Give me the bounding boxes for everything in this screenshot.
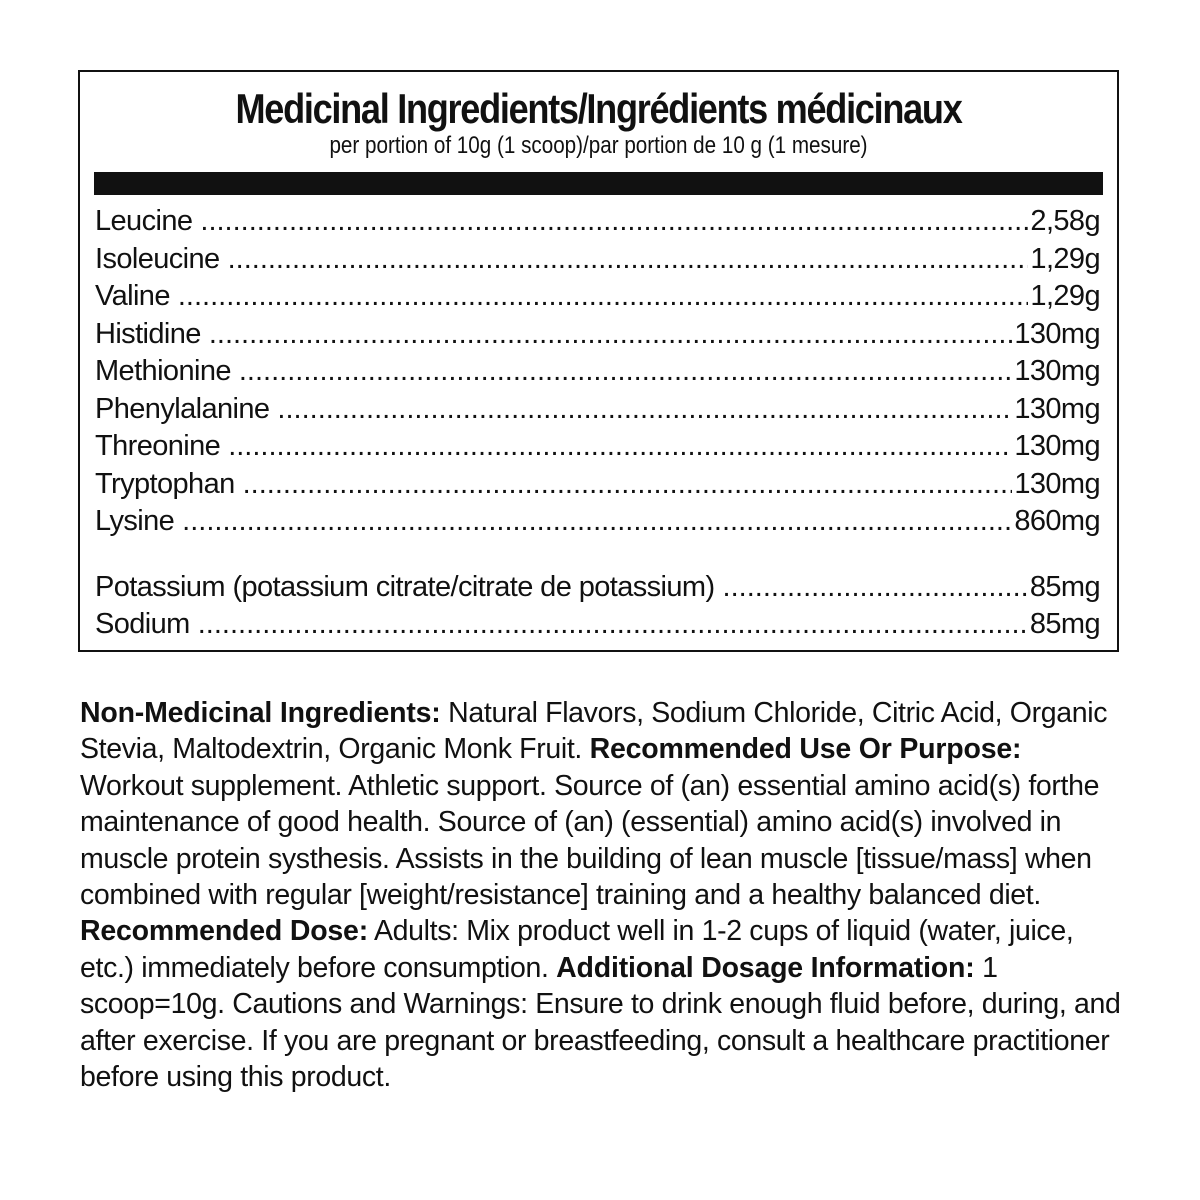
header-divider-bar: [94, 172, 1103, 195]
mineral-name: Potassium (potassium citrate/citrate de potassium): [95, 570, 715, 603]
ingredient-row-leucine: [95, 203, 1100, 241]
ingredient-name: Threonine: [95, 430, 221, 462]
ingredient-amount: 130mg: [1014, 430, 1100, 462]
medicinal-ingredients-panel: [78, 70, 1119, 652]
additional-dosage-label: Additional Dosage Information:: [556, 951, 975, 984]
mineral-row-sodium: [95, 606, 1100, 644]
ingredient-name: Isoleucine: [95, 242, 220, 275]
non-medicinal-text: Natural Flavors, Sodium Chloride, Citric Acid, Organic Stevia, Maltodextrin, Organic Monk Fruit.: [80, 697, 1108, 766]
ingredient-name: Leucine: [95, 205, 193, 237]
mineral-row-potassium: [95, 569, 1100, 607]
ingredient-row-histidine: [95, 316, 1100, 354]
dot-leader: [243, 466, 1013, 504]
mineral-amount: 85mg: [1029, 570, 1100, 603]
ingredient-row-isoleucine: [95, 241, 1100, 279]
dot-leader: [277, 391, 1012, 429]
ingredient-row-lysine: [95, 503, 1100, 541]
ingredient-amount: 1,29g: [1030, 280, 1100, 312]
dot-leader: [239, 353, 1012, 391]
ingredient-name: Phenylalanine: [95, 392, 270, 425]
ingredient-name: Tryptophan: [95, 467, 235, 500]
ingredient-row-phenylalanine: [95, 391, 1100, 429]
dot-leader: [723, 569, 1028, 607]
ingredient-amount: 130mg: [1014, 355, 1100, 387]
dot-leader: [209, 316, 1013, 354]
ingredient-amount: 860mg: [1014, 505, 1100, 537]
ingredient-amount: 130mg: [1014, 467, 1100, 500]
ingredient-row-tryptophan: [95, 466, 1100, 504]
mineral-amount: 85mg: [1029, 608, 1100, 640]
ingredient-name: Valine: [95, 280, 170, 312]
panel-title: Medicinal Ingredients/Ingrédients médicinaux: [235, 85, 962, 132]
ingredient-amount: 130mg: [1014, 317, 1100, 350]
ingredient-row-valine: [95, 278, 1100, 316]
dot-leader: [198, 606, 1028, 644]
ingredient-name: Methionine: [95, 355, 231, 387]
ingredient-row-threonine: [95, 428, 1100, 466]
recommended-use-label: Recommended Use Or Purpose:: [589, 733, 1022, 766]
dot-leader: [228, 241, 1029, 279]
dot-leader: [200, 203, 1028, 241]
additional-dosage-text: 1 scoop=10g. Cautions and Warnings: Ensure to drink enough fluid before, during, and after exercise. If you are pregnant or breastfeeding, consult a healthcare practitioner before using this product.: [80, 951, 1121, 1094]
dot-leader: [182, 503, 1012, 541]
ingredient-list: [95, 203, 1100, 644]
ingredient-row-methionine: [95, 353, 1100, 391]
ingredient-amount: 2,58g: [1030, 205, 1100, 237]
mineral-name: Sodium: [95, 608, 190, 640]
ingredient-name: Histidine: [95, 317, 201, 350]
product-information-paragraph: [80, 695, 1125, 1095]
non-medicinal-label: Non-Medicinal Ingredients:: [80, 697, 441, 729]
dot-leader: [178, 278, 1029, 316]
ingredient-name: Lysine: [95, 505, 175, 537]
dot-leader: [228, 428, 1012, 466]
recommended-dose-label: Recommended Dose:: [80, 915, 369, 948]
recommended-use-text: Workout supplement. Athletic support. Source of (an) essential amino acid(s) forthe maintenance of good health. Source of (an) (essential) amino acid(s) involved in muscle protein systhesis. Assists in the building of lean muscle [tissue/mass] when combined with regular [weight/resistance] training and a healthy balanced diet.: [80, 769, 1100, 912]
ingredient-amount: 1,29g: [1030, 242, 1100, 275]
recommended-dose-text: Adults: Mix product well in 1-2 cups of liquid (water, juice, etc.) immediately before consumption.: [80, 915, 1074, 984]
ingredient-amount: 130mg: [1014, 392, 1100, 425]
panel-subtitle: per portion of 10g (1 scoop)/par portion de 10 g (1 mesure): [329, 132, 868, 159]
